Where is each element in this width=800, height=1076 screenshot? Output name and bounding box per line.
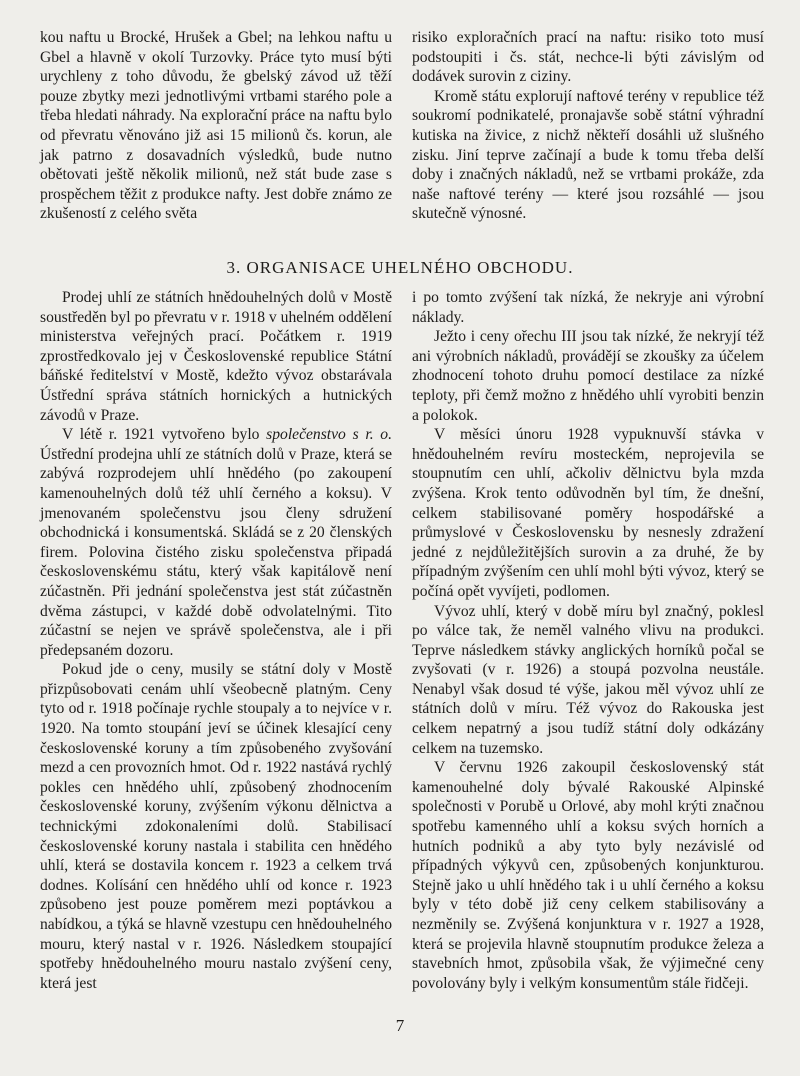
paragraph-text: V létě r. 1921 vytvořeno bylo (62, 426, 267, 444)
paragraph: V měsíci únoru 1928 vypuknuvší stávka v hnědouhelném revíru mosteckém, neprojevila se stoupnutím cen uhlí, ačkoliv dělnictvu byla mzda zvýšena. Krok tento odůvodněn byl tím, že dnešní, celkem stabilisované poměry hospodářské a průmyslové v Československu by nesnesly zdražení jedné z nejdůležitějších surovin a za druhé, že by případným zvýšením cen uhlí mohl býti vývoz, který se počíná opět vyvíjeti, podlomen. (412, 426, 764, 600)
top-right-column (412, 28, 764, 224)
paragraph-text: Ústřední prodejna uhlí ze státních dolů v Praze, která se zabývá rozprodejem uhlí hnědého (po zakoupení kamenouhelných dolů též uhlí černého a koksu). V jmenovaném společenstvu jsou členy sdružení obchodnická i konsumentská. Skládá se z 20 členských firem. Polovina čistého zisku společenstva připadá československému státu, který však kapitálově není zúčastněn. Při jednání společenstva jest stát zúčastněn dvěma zástupci, v každé době odvolatelnými. Tito zúčastní se nejen ve správě společenstva, ale i při předepsaném dozoru. (40, 445, 392, 659)
top-left-column (40, 28, 392, 224)
paragraph: Ježto i ceny ořechu III jsou tak nízké, že nekryjí též ani výrobních nákladů, provádějí se zkoušky za účelem zhodnocení tohoto druhu pomocí destilace za nízké teploty, při čemž možno z hnědého uhlí vyrobiti benzin a polokok. (412, 328, 764, 424)
italic-term: společenstvo s r. o. (266, 426, 393, 444)
paragraph: risiko exploračních prací na naftu: risiko toto musí podstoupiti i čs. stát, nechce-li býti závislým od dodávek surovin z ciziny. (412, 29, 764, 86)
paragraph: Prodej uhlí ze státních hnědouhelných dolů v Mostě soustředěn byl po převratu v r. 1918 v uhelném oddělení ministerstva veřejných prací. Počátkem r. 1919 zprostředkovalo jej v Československé republice Státní báňské ředitelství v Mostě, kdežto vývoz obstarávala Ústřední správa státních hornických a hutnických závodů v Praze. (40, 289, 392, 424)
paragraph: Vývoz uhlí, který v době míru byl značný, poklesl po válce tak, že neměl valného vlivu na produkci. Teprve následkem stávky anglických horníků počal se zvyšovati (v r. 1926) a stoupá pozvolna neustále. Nenabyl však dosud té výše, jakou měl vývoz uhlí ze státních dolů v míru. Též vývoz do Rakouska jest celkem nepatrný a jsou tudíž státní doly odkázány celkem na tuzemsko. (412, 602, 764, 757)
paragraph (40, 425, 392, 660)
paragraph: V červnu 1926 zakoupil československý stát kamenouhelné doly bývalé Rakouské Alpinské společnosti v Porubě u Orlové, aby mohl krýti značnou spotřebu kamenného uhlí a koksu svých horních a hutních podniků a aby tyto byly nezávislé od případných výkyvů cen, způsobených konjunkturou. Stejně jako u uhlí hnědého tak i u uhlí černého a koksu byly v této době již ceny celkem stabilisovány a nezměnily se. Zvýšená konjunktura v r. 1927 a 1928, která se projevila hlavně stoupnutím produkce železa a stavebních hmot, způsobila však, že výjimečné ceny povolovány byly i velkým konsumentům stále řidčeji. (412, 759, 764, 992)
bottom-right-column (412, 288, 764, 993)
paragraph: Pokud jde o ceny, musily se státní doly v Mostě přizpůsobovati cenám uhlí všeobecně platným. Ceny tyto od r. 1918 počínaje rychle stoupaly a to nejvíce v r. 1920. Na tomto stoupání jeví se účinek klesající ceny československé koruny a tím způsobeného zvyšování mezd a cen provozních hmot. Od r. 1922 nastává rychlý pokles cen hnědého uhlí, způsobený zhodnocením československé koruny, zvýšením výkonu dělnictva a technickými zdokonaleními dolů. Stabilisací československé koruny nastala i stabilita cen hnědého uhlí, která se dostavila koncem r. 1923 a celkem trvá dodnes. Kolísání cen hnědého uhlí od konce r. 1923 způsobeno jest pouze poměrem mezi poptávkou a nabídkou, a týká se hlavně vzestupu cen hnědouhelného mouru, který nastal v r. 1926. Následkem stoupající spotřeby hnědouhelného mouru nastalo zvýšení ceny, která jest (40, 661, 392, 992)
bottom-left-column (40, 288, 392, 993)
section-heading: 3. ORGANISACE UHELNÉHO OBCHODU. (226, 258, 574, 277)
paragraph: i po tomto zvýšení tak nízká, že nekryje ani výrobní náklady. (412, 289, 764, 326)
paragraph: kou naftu u Brocké, Hrušek a Gbel; na lehkou naftu u Gbel a hlavně v okolí Turzovky. Práce tyto musí býti urychleny z toho důvodu, že gbelský závod už těží pouze zbytky mezi jednotlivými vrtbami starého pole a třeba hledati náhrady. Na explorační práce na naftu bylo od převratu věnováno již asi 15 milionů čs. korun, ale jak patrno z dosavadních výsledků, bude nutno obětovati ještě několik milionů, než stát bude zase s prospěchem těžit z produkce nafty. Jest dobře známo ze zkušeností z celého světa (40, 29, 392, 223)
paragraph: Kromě státu explorují naftové terény v republice též soukromí podnikatelé, pronajavše sobě státní výhradní kutiska na živice, z nichž někteří dosáhli už slušného zisku. Jiní teprve začínají a bude k tomu třeba delší doby i značných nákladů, než se vrtbami prokáže, zda naše naftové terény — které jsou rozsáhlé — jsou skutečně výnosné. (412, 87, 764, 223)
page-number: 7 (395, 1016, 405, 1035)
